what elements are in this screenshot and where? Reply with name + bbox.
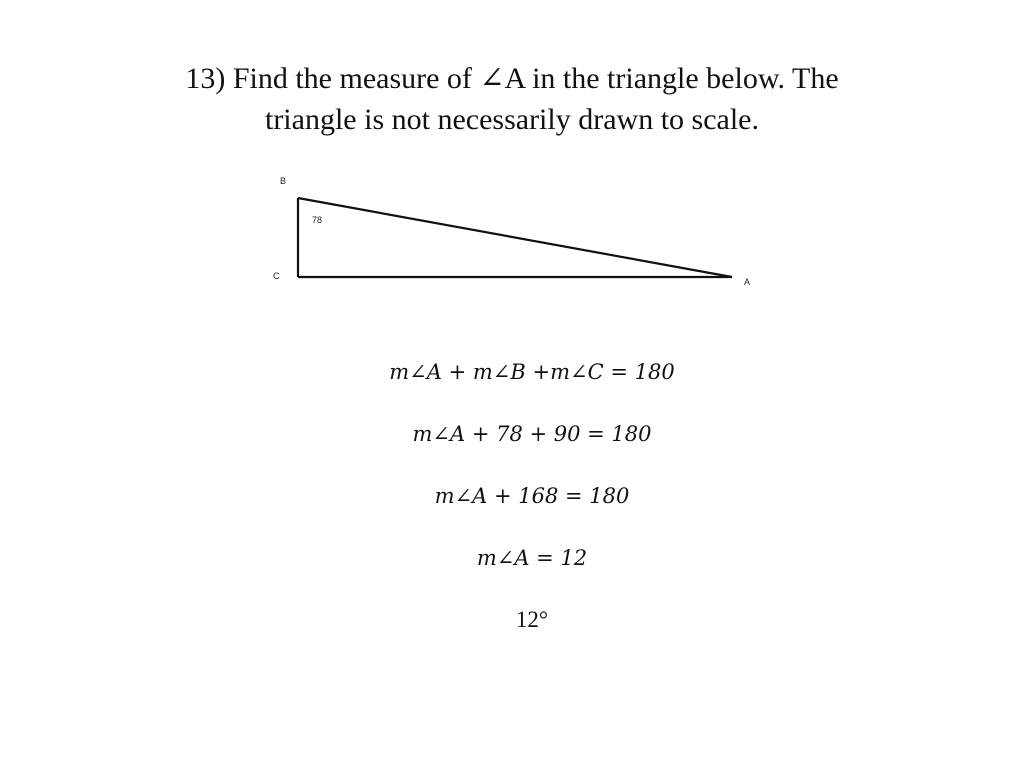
triangle-figure	[250, 160, 790, 305]
problem-title-line-1: 13) Find the measure of ∠A in the triangle below. The	[185, 62, 839, 95]
equation-step-2: m∠A + 78 + 90 = 180	[412, 422, 652, 446]
equation-step-1: m∠A + m∠B +m∠C = 180	[389, 360, 675, 384]
angle-b-value-label: 78	[312, 215, 323, 225]
vertex-a-label: A	[744, 277, 751, 287]
problem-title	[100, 58, 924, 140]
problem-title-line-2: triangle is not necessarily drawn to scale.	[264, 103, 759, 136]
vertex-b-label: B	[280, 176, 287, 186]
triangle-side-ba	[298, 198, 732, 277]
final-answer: 12°	[515, 607, 549, 632]
triangle-diagram	[250, 160, 790, 305]
equation-step-3: m∠A + 168 = 180	[434, 484, 630, 508]
equation-step-4: m∠A = 12	[476, 546, 588, 570]
vertex-c-label: C	[273, 271, 280, 281]
solution-steps	[282, 354, 782, 638]
